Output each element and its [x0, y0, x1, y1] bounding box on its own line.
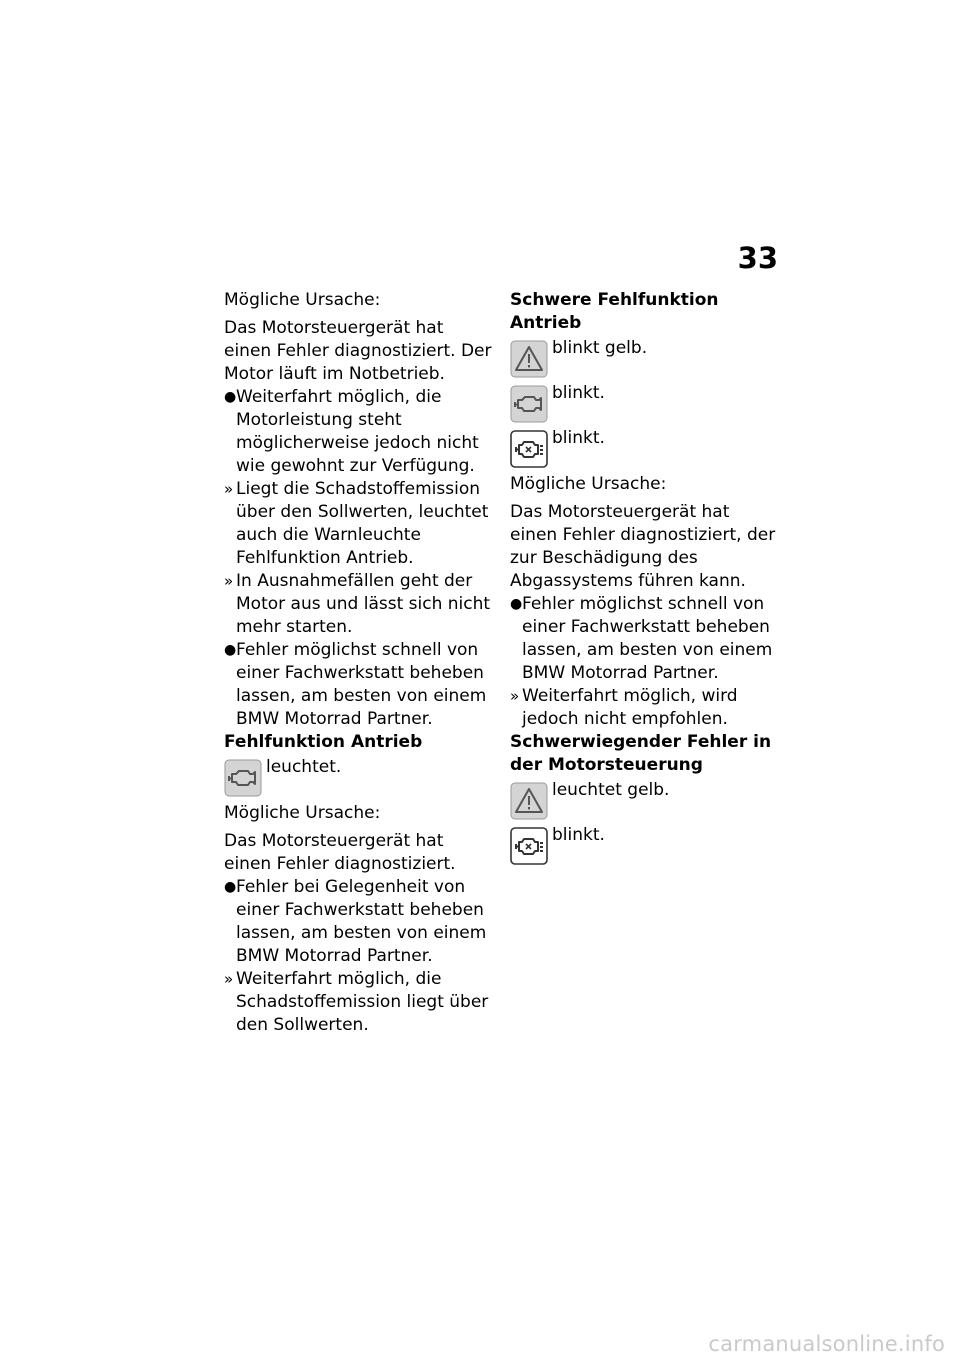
list-item [224, 968, 492, 1037]
section-heading: Schwerwiegender Fehler in der Motorsteuerung [510, 732, 772, 775]
indicator-row [510, 824, 778, 865]
cause-label: Mögliche Ursache: [224, 290, 381, 310]
warning-triangle-icon [510, 782, 548, 820]
arrow-mark: » [224, 970, 234, 988]
indicator-row [224, 756, 492, 797]
cause-text: Das Motorsteuergerät hat einen Fehler diagnostiziert. [224, 831, 456, 874]
list-item-text: Fehler möglichst schnell von einer Fachwerkstatt beheben lassen, am besten von einem BMW Motorrad Partner. [522, 594, 773, 683]
arrow-mark: » [510, 687, 520, 705]
list-item [510, 685, 778, 731]
bullet-mark: ● [510, 596, 523, 612]
indicator-row [510, 382, 778, 423]
section-heading: Fehlfunktion Antrieb [224, 732, 423, 752]
warning-triangle-icon [510, 340, 548, 378]
indicator-text: blinkt. [552, 383, 605, 403]
left-column [224, 289, 492, 1037]
engine-icon [224, 759, 262, 797]
indicator-row [510, 337, 778, 378]
list-item [224, 386, 492, 478]
indicator-text: leuchtet gelb. [552, 780, 670, 800]
list-item [510, 593, 778, 685]
bullet-mark: ● [224, 389, 237, 405]
page-number: 33 [737, 241, 778, 275]
cause-label: Mögliche Ursache: [510, 474, 667, 494]
watermark[interactable]: carmanualsonline.info [708, 1332, 945, 1356]
arrow-mark: » [224, 480, 234, 498]
engine-fault-icon [510, 827, 548, 865]
bullet-mark: ● [224, 879, 237, 895]
cause-text: Das Motorsteuergerät hat einen Fehler diagnostiziert. Der Motor läuft im Notbetrieb. [224, 318, 492, 384]
list-item [224, 478, 492, 570]
list-item-text: Weiterfahrt möglich, die Motorleistung steht möglicherweise jedoch nicht wie gewohnt zur Verfügung. [236, 387, 479, 476]
list-item-text: Liegt die Schadstoffemission über den Sollwerten, leuchtet auch die Warnleuchte Fehlfunktion Antrieb. [236, 479, 489, 568]
indicator-text: leuchtet. [266, 757, 342, 777]
list-item-text: In Ausnahmefällen geht der Motor aus und lässt sich nicht mehr starten. [236, 571, 491, 637]
cause-text: Das Motorsteuergerät hat einen Fehler diagnostiziert, der zur Beschädigung des Abgassystems führen kann. [510, 502, 776, 591]
indicator-row [510, 779, 778, 820]
indicator-text: blinkt. [552, 428, 605, 448]
indicator-row [510, 427, 778, 468]
cause-label: Mögliche Ursache: [224, 803, 381, 823]
arrow-mark: » [224, 572, 234, 590]
list-item [224, 876, 492, 968]
list-item [224, 639, 492, 731]
indicator-text: blinkt gelb. [552, 338, 648, 358]
list-item-text: Weiterfahrt möglich, die Schadstoffemission liegt über den Sollwerten. [236, 969, 489, 1035]
engine-fault-icon [510, 430, 548, 468]
list-item [224, 570, 492, 639]
right-column [510, 289, 778, 869]
indicator-text: blinkt. [552, 825, 605, 845]
list-item-text: Fehler bei Gelegenheit von einer Fachwerkstatt beheben lassen, am besten von einem BMW Motorrad Partner. [236, 877, 487, 966]
engine-icon [510, 385, 548, 423]
bullet-mark: ● [224, 642, 237, 658]
list-item-text: Weiterfahrt möglich, wird jedoch nicht empfohlen. [522, 686, 738, 729]
section-heading: Schwere Fehlfunktion Antrieb [510, 290, 719, 333]
list-item-text: Fehler möglichst schnell von einer Fachwerkstatt beheben lassen, am besten von einem BMW Motorrad Partner. [236, 640, 487, 729]
